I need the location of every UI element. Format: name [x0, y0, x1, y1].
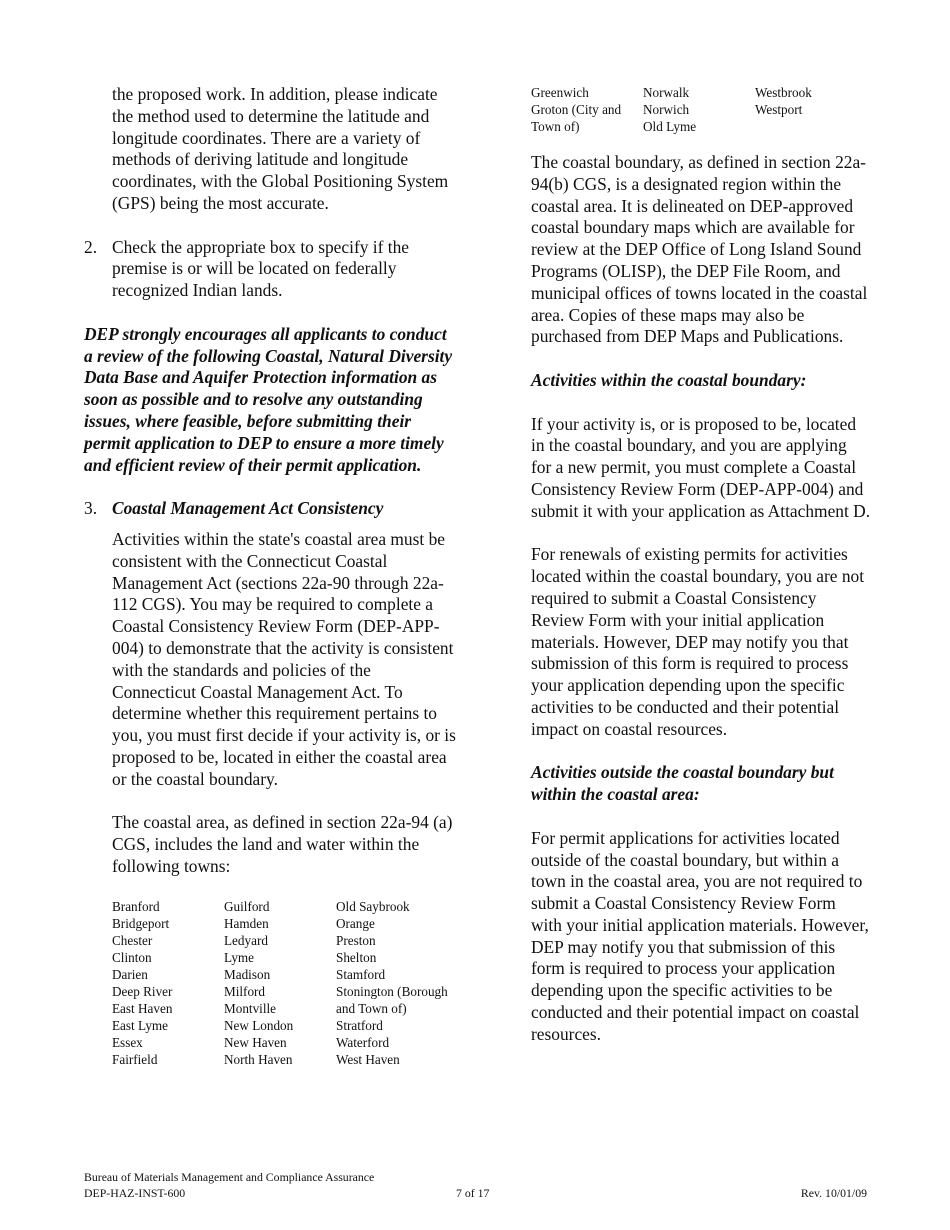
- town-name: Stratford: [336, 1017, 383, 1033]
- list-item-text: Check the appropriate box to specify if the premise is or will be located on federally recognized Indian lands.: [112, 236, 409, 301]
- town-name: and Town of): [336, 1000, 407, 1016]
- town-name: New London: [224, 1017, 294, 1033]
- town-name: Preston: [336, 932, 376, 948]
- town-name: Westport: [755, 102, 803, 117]
- coastal-act-paragraph: Activities within the state's coastal area must be consistent with the Connecticut Coastal Management Act (sections 22a-90 through 22a-112 CGS). You may be required to complete a Coastal Consistency Review Form (DEP-APP-004) to demonstrate that the activity is consistent with the standards and policies of the Connecticut Coastal Management Act. To determine whether this requirement pertains to you, you must first decide if your activity is, or is proposed to be, located in either the coastal area or the coastal boundary.: [112, 528, 456, 789]
- town-name: Old Saybrook: [336, 898, 410, 914]
- town-name: Branford: [112, 898, 160, 914]
- town-name: East Lyme: [112, 1017, 169, 1033]
- town-name: Shelton: [336, 949, 377, 965]
- within-boundary-heading: Activities within the coastal boundary:: [531, 369, 807, 390]
- town-name: East Haven: [112, 1000, 173, 1016]
- town-name: Milford: [224, 983, 266, 999]
- towns-column: [755, 84, 879, 135]
- outside-boundary-heading: Activities outside the coastal boundary but within the coastal area:: [531, 762, 834, 805]
- list-item-2: [84, 237, 456, 302]
- town-name: Stamford: [336, 966, 386, 982]
- town-name: Orange: [336, 915, 375, 931]
- town-name: Old Lyme: [643, 119, 697, 134]
- town-name: Hamden: [224, 915, 269, 931]
- footer-page-number: 7 of 17: [456, 1185, 490, 1200]
- list-item-3: [84, 498, 456, 520]
- town-name: Fairfield: [112, 1051, 158, 1067]
- towns-column: [643, 84, 755, 135]
- page-footer: [84, 1170, 867, 1201]
- town-name: West Haven: [336, 1051, 400, 1067]
- within-boundary-paragraph-1: If your activity is, or is proposed to be, located in the coastal boundary, and you are applying for a new permit, you must complete a Coastal Consistency Review Form (DEP-APP-004) and submit it with your application as Attachment D.: [531, 413, 871, 521]
- town-name: Chester: [112, 932, 153, 948]
- towns-table: [84, 898, 456, 1068]
- town-name: Darien: [112, 966, 148, 982]
- town-name: Clinton: [112, 949, 152, 965]
- footer-row: [84, 1186, 867, 1202]
- town-name: North Haven: [224, 1051, 293, 1067]
- town-name: Town of): [531, 119, 580, 134]
- town-name: Waterford: [336, 1034, 390, 1050]
- coastal-area-paragraph: The coastal area, as defined in section 22a-94 (a) CGS, includes the land and water within the following towns:: [112, 812, 453, 876]
- list-number: 3.: [84, 498, 98, 519]
- town-name: Stonington (Borough: [336, 983, 448, 999]
- footer-revision: Rev. 10/01/09: [800, 1185, 867, 1200]
- town-name: Greenwich: [531, 85, 589, 100]
- review-notice: DEP strongly encourages all applicants to conduct a review of the following Coastal, Natural Diversity Data Base and Aquifer Protection information as soon as possible and to resolve any outstanding issues, where feasible, before submitting their permit application to DEP to ensure a more timely and efficient review of their permit application.: [84, 323, 453, 475]
- section-heading: Coastal Management Act Consistency: [112, 498, 384, 519]
- town-name: Ledyard: [224, 932, 268, 948]
- towns-column: [112, 898, 224, 1068]
- towns-table-continued: [531, 84, 871, 135]
- town-name: Groton (City and: [531, 102, 622, 117]
- town-name: Norwich: [643, 102, 690, 117]
- town-name: Guilford: [224, 898, 270, 914]
- coastal-boundary-paragraph: The coastal boundary, as defined in section 22a-94(b) CGS, is a designated region within the coastal area. It is delineated on DEP-approved coastal boundary maps which are available for review at the DEP Office of Long Island Sound Programs (OLISP), the DEP File Room, and municipal offices of towns located in the coastal area. Copies of these maps may also be purchased from DEP Maps and Publications.: [531, 152, 868, 347]
- town-name: Deep River: [112, 983, 173, 999]
- outside-boundary-paragraph: For permit applications for activities located outside of the coastal boundary, but within a town in the coastal area, you are not required to submit a Coastal Consistency Review Form with your initial application materials. However, DEP may notify you that submission of this form is required to process your application depending upon the specific activities to be conducted and their potential impact on coastal resources.: [531, 827, 869, 1044]
- town-name: Bridgeport: [112, 915, 170, 931]
- towns-column: [531, 84, 643, 135]
- town-name: Montville: [224, 1000, 277, 1016]
- town-name: Norwalk: [643, 85, 690, 100]
- right-column: [531, 84, 871, 1046]
- town-name: Westbrook: [755, 85, 812, 100]
- list-number: 2.: [84, 236, 98, 257]
- town-name: New Haven: [224, 1034, 287, 1050]
- towns-column: [224, 898, 336, 1068]
- left-column: [84, 84, 456, 1068]
- footer-doc-id: DEP-HAZ-INST-600: [84, 1185, 186, 1200]
- within-boundary-paragraph-2: For renewals of existing permits for activities located within the coastal boundary, you are not required to submit a Coastal Consistency Review Form with your initial application materials. However, DEP may notify you that submission of this form is required to process your application depending upon the specific activities to be conducted and their potential impact on coastal resources.: [531, 544, 865, 739]
- towns-column: [336, 898, 460, 1068]
- town-name: Essex: [112, 1034, 143, 1050]
- town-name: Lyme: [224, 949, 255, 965]
- footer-bureau: Bureau of Materials Management and Compliance Assurance: [84, 1170, 375, 1184]
- continued-paragraph: the proposed work. In addition, please indicate the method used to determine the latitude and longitude coordinates. There are a variety of methods of deriving latitude and longitude coordinates, with the Global Positioning System (GPS) being the most accurate.: [112, 84, 449, 213]
- town-name: Madison: [224, 966, 271, 982]
